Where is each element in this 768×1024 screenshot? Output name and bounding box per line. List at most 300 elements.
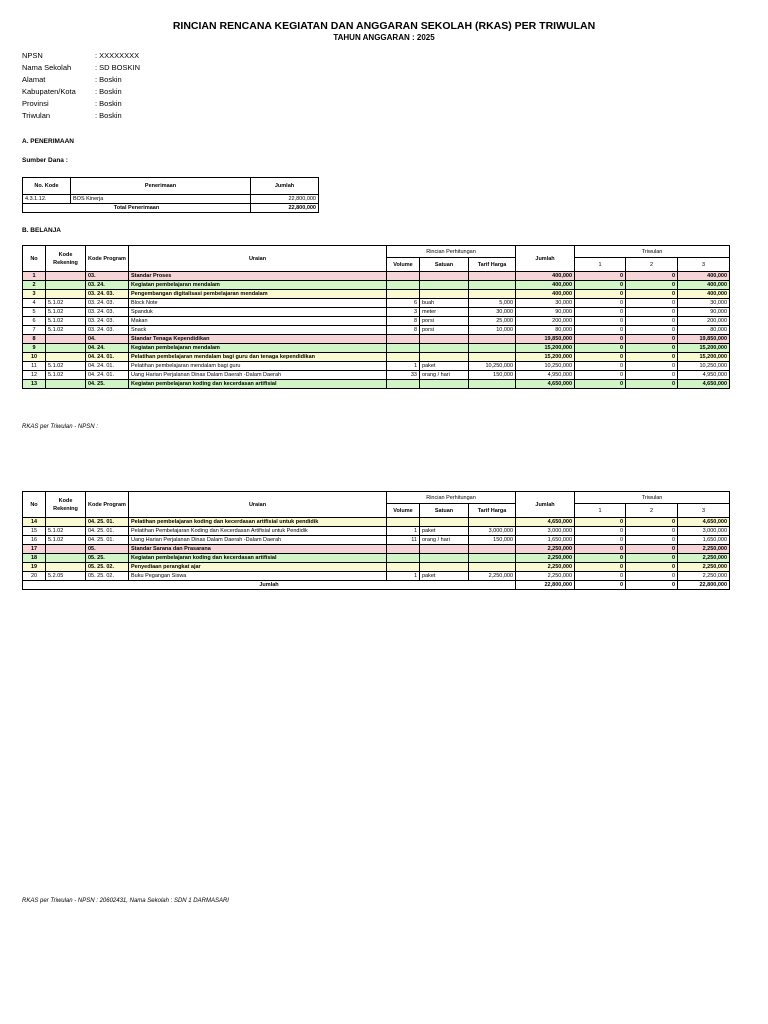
total-jumlah: 22,800,000 bbox=[516, 581, 575, 590]
header-triwulan: Triwulan bbox=[575, 246, 730, 258]
cell-uraian: Pelatihan pembelajaran koding dan kecerdasan artifisial untuk pendidik bbox=[129, 518, 387, 527]
cell-tw1: 0 bbox=[575, 344, 626, 353]
cell-volume: 1 bbox=[387, 527, 420, 536]
cell-jumlah: 3,000,000 bbox=[516, 527, 575, 536]
section-belanja-heading: B. BELANJA bbox=[22, 227, 62, 234]
header-jumlah: Jumlah bbox=[516, 492, 575, 518]
cell-kode-program: 04. bbox=[86, 335, 129, 344]
cell-satuan: porsi bbox=[420, 326, 469, 335]
cell-kode: 4.3.1.12. bbox=[23, 195, 71, 204]
cell-tw1: 0 bbox=[575, 299, 626, 308]
cell-volume bbox=[387, 281, 420, 290]
header-tw3: 3 bbox=[678, 504, 730, 518]
cell-tw2: 0 bbox=[626, 572, 678, 581]
cell-volume: 8 bbox=[387, 317, 420, 326]
info-value: : Boskin bbox=[95, 99, 122, 108]
header-tarif: Tarif Harga bbox=[469, 504, 516, 518]
cell-kode-rekening bbox=[46, 554, 86, 563]
cell-volume: 33 bbox=[387, 371, 420, 380]
table-row bbox=[23, 572, 730, 581]
cell-uraian: Snack bbox=[129, 326, 387, 335]
cell-tw2: 0 bbox=[626, 536, 678, 545]
cell-kode-program: 04. 24. 01. bbox=[86, 353, 129, 362]
table-row bbox=[23, 308, 730, 317]
cell-tw2: 0 bbox=[626, 326, 678, 335]
cell-tw3: 4,650,000 bbox=[678, 380, 730, 389]
cell-satuan bbox=[420, 545, 469, 554]
cell-tw1: 0 bbox=[575, 335, 626, 344]
cell-tw2: 0 bbox=[626, 281, 678, 290]
cell-tw1: 0 bbox=[575, 290, 626, 299]
cell-tarif bbox=[469, 290, 516, 299]
cell-volume bbox=[387, 272, 420, 281]
table-row bbox=[23, 290, 730, 299]
header-kode-program: Kode Program bbox=[86, 246, 129, 272]
cell-kode-rekening: 5.1.02 bbox=[46, 299, 86, 308]
cell-no: 18 bbox=[23, 554, 46, 563]
cell-tarif bbox=[469, 518, 516, 527]
header-rincian: Rincian Perhitungan bbox=[387, 246, 516, 258]
info-value: : Boskin bbox=[95, 87, 122, 96]
cell-uraian: Uang Harian Perjalanan Dinas Dalam Daerah -Dalam Daerah bbox=[129, 536, 387, 545]
cell-tarif bbox=[469, 380, 516, 389]
cell-kode-rekening: 5.2.05 bbox=[46, 572, 86, 581]
cell-volume bbox=[387, 545, 420, 554]
cell-tarif bbox=[469, 281, 516, 290]
total-row bbox=[23, 204, 319, 213]
cell-uraian: Pengembangan digitalisasi pembelajaran mendalam bbox=[129, 290, 387, 299]
cell-tw3: 400,000 bbox=[678, 272, 730, 281]
cell-volume bbox=[387, 353, 420, 362]
cell-volume: 3 bbox=[387, 308, 420, 317]
header-penerimaan: Penerimaan bbox=[71, 178, 251, 195]
cell-uraian: Uang Harian Perjalanan Dinas Dalam Daerah -Dalam Daerah bbox=[129, 371, 387, 380]
footer-note-1: RKAS per Triwulan - NPSN : bbox=[22, 424, 98, 430]
cell-tw3: 4,650,000 bbox=[678, 518, 730, 527]
cell-tw3: 30,000 bbox=[678, 299, 730, 308]
cell-no: 14 bbox=[23, 518, 46, 527]
cell-jumlah: 2,250,000 bbox=[516, 572, 575, 581]
cell-uraian: Kegiatan pembelajaran koding dan kecerdasan artifisial bbox=[129, 380, 387, 389]
cell-no: 12 bbox=[23, 371, 46, 380]
cell-no: 3 bbox=[23, 290, 46, 299]
cell-no: 6 bbox=[23, 317, 46, 326]
cell-tarif: 5,000 bbox=[469, 299, 516, 308]
cell-jumlah: 80,000 bbox=[516, 326, 575, 335]
table-row bbox=[23, 344, 730, 353]
cell-tw1: 0 bbox=[575, 380, 626, 389]
cell-kode-rekening: 5.1.02 bbox=[46, 536, 86, 545]
cell-jumlah: 15,200,000 bbox=[516, 353, 575, 362]
info-label: Triwulan bbox=[22, 111, 51, 120]
cell-tw3: 200,000 bbox=[678, 317, 730, 326]
sumber-dana-label: Sumber Dana : bbox=[22, 157, 68, 164]
header-satuan: Satuan bbox=[420, 258, 469, 272]
cell-tw2: 0 bbox=[626, 308, 678, 317]
cell-tarif bbox=[469, 554, 516, 563]
cell-uraian: Pelatihan pembelajaran mendalam bagi guru bbox=[129, 362, 387, 371]
cell-kode-program: 03. 24. 03. bbox=[86, 290, 129, 299]
table-row bbox=[23, 281, 730, 290]
cell-jumlah: 2,250,000 bbox=[516, 545, 575, 554]
cell-tw1: 0 bbox=[575, 326, 626, 335]
cell-jumlah: 22,800,000 bbox=[251, 195, 319, 204]
cell-tw3: 2,250,000 bbox=[678, 545, 730, 554]
table-row bbox=[23, 326, 730, 335]
cell-uraian: Buku Pegangan Siswa bbox=[129, 572, 387, 581]
cell-jumlah: 400,000 bbox=[516, 272, 575, 281]
table-row bbox=[23, 335, 730, 344]
cell-satuan bbox=[420, 290, 469, 299]
cell-volume bbox=[387, 563, 420, 572]
cell-tw2: 0 bbox=[626, 518, 678, 527]
header-volume: Volume bbox=[387, 504, 420, 518]
cell-volume bbox=[387, 518, 420, 527]
cell-kode-program: 05. bbox=[86, 545, 129, 554]
cell-tw2: 0 bbox=[626, 362, 678, 371]
header-volume: Volume bbox=[387, 258, 420, 272]
cell-kode-program: 04. 24. bbox=[86, 344, 129, 353]
cell-satuan bbox=[420, 554, 469, 563]
cell-tarif: 10,000 bbox=[469, 326, 516, 335]
header-tw1: 1 bbox=[575, 504, 626, 518]
cell-tarif bbox=[469, 272, 516, 281]
cell-tw1: 0 bbox=[575, 527, 626, 536]
header-tw2: 2 bbox=[626, 258, 678, 272]
table-row bbox=[23, 371, 730, 380]
cell-kode-program: 03. 24. 03. bbox=[86, 326, 129, 335]
total-label: Total Penerimaan bbox=[23, 204, 251, 213]
cell-volume: 8 bbox=[387, 326, 420, 335]
cell-volume bbox=[387, 380, 420, 389]
cell-tw2: 0 bbox=[626, 545, 678, 554]
cell-tw2: 0 bbox=[626, 272, 678, 281]
cell-no: 19 bbox=[23, 563, 46, 572]
cell-kode-rekening bbox=[46, 518, 86, 527]
header-rincian: Rincian Perhitungan bbox=[387, 492, 516, 504]
header-tw3: 3 bbox=[678, 258, 730, 272]
cell-tw2: 0 bbox=[626, 299, 678, 308]
cell-uraian: Makan bbox=[129, 317, 387, 326]
cell-no: 17 bbox=[23, 545, 46, 554]
cell-kode-program: 04. 24. 01. bbox=[86, 371, 129, 380]
cell-kode-program: 05. 25. 02. bbox=[86, 563, 129, 572]
cell-uraian: Standar Sarana dan Prasarana bbox=[129, 545, 387, 554]
cell-satuan: orang / hari bbox=[420, 536, 469, 545]
cell-satuan bbox=[420, 380, 469, 389]
cell-uraian: Penyediaan perangkat ajar bbox=[129, 563, 387, 572]
info-value: : Boskin bbox=[95, 111, 122, 120]
cell-tw1: 0 bbox=[575, 518, 626, 527]
header-uraian: Uraian bbox=[129, 246, 387, 272]
cell-kode-program: 03. 24. bbox=[86, 281, 129, 290]
cell-kode-program: 04. 25. 01. bbox=[86, 518, 129, 527]
cell-no: 2 bbox=[23, 281, 46, 290]
info-value: : Boskin bbox=[95, 75, 122, 84]
info-row-npsn bbox=[22, 50, 140, 62]
table-row bbox=[23, 545, 730, 554]
cell-volume bbox=[387, 344, 420, 353]
header-no-kode: No. Kode bbox=[23, 178, 71, 195]
cell-kode-rekening bbox=[46, 335, 86, 344]
cell-tw2: 0 bbox=[626, 335, 678, 344]
cell-tw3: 15,200,000 bbox=[678, 353, 730, 362]
total-label: Jumlah bbox=[23, 581, 516, 590]
cell-volume bbox=[387, 554, 420, 563]
cell-tw2: 0 bbox=[626, 317, 678, 326]
cell-satuan: paket bbox=[420, 572, 469, 581]
cell-volume bbox=[387, 335, 420, 344]
table-row bbox=[23, 362, 730, 371]
cell-kode-rekening: 5.1.02 bbox=[46, 317, 86, 326]
cell-kode-rekening: 5.1.02 bbox=[46, 308, 86, 317]
cell-kode-rekening bbox=[46, 545, 86, 554]
cell-tw1: 0 bbox=[575, 272, 626, 281]
footer-note-2: RKAS per Triwulan - NPSN : 20602431, Nama Sekolah : SDN 1 DARMASARI bbox=[22, 898, 229, 904]
table-row bbox=[23, 317, 730, 326]
penerimaan-table bbox=[22, 177, 319, 213]
cell-kode-program: 03. bbox=[86, 272, 129, 281]
cell-tw1: 0 bbox=[575, 362, 626, 371]
cell-tarif: 10,250,000 bbox=[469, 362, 516, 371]
header-tarif: Tarif Harga bbox=[469, 258, 516, 272]
cell-uraian: Pelatihan Pembelajaran Koding dan Kecerdasan Artifisial untuk Pendidik bbox=[129, 527, 387, 536]
cell-penerimaan: BOS Kinerja bbox=[71, 195, 251, 204]
info-row-nama-sekolah bbox=[22, 62, 140, 74]
belanja-table-2 bbox=[22, 491, 730, 590]
cell-jumlah: 90,000 bbox=[516, 308, 575, 317]
total-tw3: 22,800,000 bbox=[678, 581, 730, 590]
cell-kode-rekening bbox=[46, 344, 86, 353]
cell-uraian: Kegiatan pembelajaran koding dan kecerdasan artifisial bbox=[129, 554, 387, 563]
cell-tarif: 150,000 bbox=[469, 371, 516, 380]
info-value: : XXXXXXXX bbox=[95, 51, 140, 60]
cell-volume: 6 bbox=[387, 299, 420, 308]
cell-tw3: 80,000 bbox=[678, 326, 730, 335]
table-row bbox=[23, 195, 319, 204]
cell-jumlah: 4,650,000 bbox=[516, 518, 575, 527]
total-value: 22,800,000 bbox=[251, 204, 319, 213]
header-tw2: 2 bbox=[626, 504, 678, 518]
cell-jumlah: 400,000 bbox=[516, 290, 575, 299]
total-row bbox=[23, 581, 730, 590]
cell-tw1: 0 bbox=[575, 536, 626, 545]
cell-tw1: 0 bbox=[575, 317, 626, 326]
cell-kode-rekening: 5.1.02 bbox=[46, 527, 86, 536]
cell-uraian: Standar Proses bbox=[129, 272, 387, 281]
info-row-alamat bbox=[22, 74, 140, 86]
table-row bbox=[23, 536, 730, 545]
cell-tarif bbox=[469, 335, 516, 344]
cell-jumlah: 2,250,000 bbox=[516, 563, 575, 572]
header-tw1: 1 bbox=[575, 258, 626, 272]
cell-kode-program: 04. 25. 01. bbox=[86, 527, 129, 536]
cell-kode-rekening bbox=[46, 281, 86, 290]
cell-tarif bbox=[469, 353, 516, 362]
cell-satuan: buah bbox=[420, 299, 469, 308]
cell-jumlah: 4,650,000 bbox=[516, 380, 575, 389]
cell-tw1: 0 bbox=[575, 371, 626, 380]
cell-jumlah: 4,950,000 bbox=[516, 371, 575, 380]
cell-volume: 1 bbox=[387, 362, 420, 371]
cell-tw3: 15,200,000 bbox=[678, 344, 730, 353]
cell-tw2: 0 bbox=[626, 371, 678, 380]
cell-kode-rekening bbox=[46, 353, 86, 362]
cell-kode-program: 03. 24. 03. bbox=[86, 299, 129, 308]
table-row bbox=[23, 554, 730, 563]
cell-satuan: orang / hari bbox=[420, 371, 469, 380]
cell-tw2: 0 bbox=[626, 527, 678, 536]
cell-tw1: 0 bbox=[575, 308, 626, 317]
cell-tw3: 10,250,000 bbox=[678, 362, 730, 371]
cell-tarif: 25,000 bbox=[469, 317, 516, 326]
cell-no: 7 bbox=[23, 326, 46, 335]
cell-jumlah: 200,000 bbox=[516, 317, 575, 326]
cell-satuan bbox=[420, 335, 469, 344]
cell-no: 11 bbox=[23, 362, 46, 371]
cell-tw3: 2,250,000 bbox=[678, 554, 730, 563]
cell-uraian: Standar Tenaga Kependidikan bbox=[129, 335, 387, 344]
cell-kode-program: 04. 25. bbox=[86, 380, 129, 389]
cell-kode-rekening bbox=[46, 290, 86, 299]
header-satuan: Satuan bbox=[420, 504, 469, 518]
cell-tarif: 2,250,000 bbox=[469, 572, 516, 581]
cell-no: 16 bbox=[23, 536, 46, 545]
cell-tw2: 0 bbox=[626, 353, 678, 362]
cell-uraian: Pelatihan pembelajaran mendalam bagi guru dan tenaga kependidikan bbox=[129, 353, 387, 362]
info-label: Kabupaten/Kota bbox=[22, 87, 76, 96]
cell-tw2: 0 bbox=[626, 344, 678, 353]
cell-no: 15 bbox=[23, 527, 46, 536]
cell-tw2: 0 bbox=[626, 380, 678, 389]
table-row bbox=[23, 527, 730, 536]
cell-tw1: 0 bbox=[575, 572, 626, 581]
table-row bbox=[23, 380, 730, 389]
info-label: NPSN bbox=[22, 51, 43, 60]
cell-tw3: 1,650,000 bbox=[678, 536, 730, 545]
header-triwulan: Triwulan bbox=[575, 492, 730, 504]
cell-uraian: Spanduk bbox=[129, 308, 387, 317]
cell-uraian: Kegiatan pembelajaran mendalam bbox=[129, 281, 387, 290]
cell-tw2: 0 bbox=[626, 563, 678, 572]
cell-tw3: 4,950,000 bbox=[678, 371, 730, 380]
cell-tw3: 400,000 bbox=[678, 281, 730, 290]
table-row bbox=[23, 272, 730, 281]
cell-tarif bbox=[469, 563, 516, 572]
cell-kode-program: 04. 24. 01. bbox=[86, 362, 129, 371]
cell-no: 5 bbox=[23, 308, 46, 317]
cell-tw3: 400,000 bbox=[678, 290, 730, 299]
cell-no: 10 bbox=[23, 353, 46, 362]
cell-tarif bbox=[469, 344, 516, 353]
cell-kode-rekening: 5.1.02 bbox=[46, 362, 86, 371]
cell-no: 1 bbox=[23, 272, 46, 281]
table-row bbox=[23, 518, 730, 527]
info-row-kabupaten bbox=[22, 86, 140, 98]
header-jumlah: Jumlah bbox=[251, 178, 319, 195]
cell-tarif: 150,000 bbox=[469, 536, 516, 545]
cell-tw1: 0 bbox=[575, 281, 626, 290]
table-row bbox=[23, 299, 730, 308]
cell-satuan bbox=[420, 563, 469, 572]
info-row-triwulan bbox=[22, 110, 140, 122]
info-label: Alamat bbox=[22, 75, 46, 84]
cell-jumlah: 19,850,000 bbox=[516, 335, 575, 344]
cell-kode-rekening bbox=[46, 380, 86, 389]
cell-tw1: 0 bbox=[575, 545, 626, 554]
info-row-provinsi bbox=[22, 98, 140, 110]
cell-kode-program: 05. 25. bbox=[86, 554, 129, 563]
total-tw2: 0 bbox=[626, 581, 678, 590]
header-kode-program: Kode Program bbox=[86, 492, 129, 518]
cell-no: 9 bbox=[23, 344, 46, 353]
cell-kode-rekening bbox=[46, 272, 86, 281]
cell-uraian: Kegiatan pembelajaran mendalam bbox=[129, 344, 387, 353]
cell-tw2: 0 bbox=[626, 290, 678, 299]
page-subtitle: TAHUN ANGGARAN : 2025 bbox=[333, 33, 435, 42]
cell-satuan: paket bbox=[420, 527, 469, 536]
header-kode-rekening: Kode Rekening bbox=[46, 492, 86, 518]
cell-satuan: paket bbox=[420, 362, 469, 371]
school-info bbox=[22, 50, 140, 122]
table-row bbox=[23, 563, 730, 572]
cell-kode-program: 05. 25. 02. bbox=[86, 572, 129, 581]
page-title: RINCIAN RENCANA KEGIATAN DAN ANGGARAN SEKOLAH (RKAS) PER TRIWULAN bbox=[172, 20, 596, 32]
cell-satuan bbox=[420, 353, 469, 362]
cell-tw1: 0 bbox=[575, 554, 626, 563]
cell-volume: 11 bbox=[387, 536, 420, 545]
cell-jumlah: 400,000 bbox=[516, 281, 575, 290]
table-row bbox=[23, 353, 730, 362]
cell-tw3: 2,250,000 bbox=[678, 563, 730, 572]
cell-tw1: 0 bbox=[575, 563, 626, 572]
cell-satuan bbox=[420, 344, 469, 353]
header-uraian: Uraian bbox=[129, 492, 387, 518]
belanja-table-1 bbox=[22, 245, 730, 389]
cell-no: 4 bbox=[23, 299, 46, 308]
cell-kode-program: 03. 24. 03. bbox=[86, 308, 129, 317]
cell-satuan: porsi bbox=[420, 317, 469, 326]
cell-kode-rekening bbox=[46, 563, 86, 572]
cell-tw1: 0 bbox=[575, 353, 626, 362]
header-no: No bbox=[23, 492, 46, 518]
cell-jumlah: 1,650,000 bbox=[516, 536, 575, 545]
cell-kode-program: 04. 25. 01. bbox=[86, 536, 129, 545]
cell-satuan bbox=[420, 281, 469, 290]
info-label: Provinsi bbox=[22, 99, 49, 108]
cell-tarif: 30,000 bbox=[469, 308, 516, 317]
total-tw1: 0 bbox=[575, 581, 626, 590]
cell-satuan: meter bbox=[420, 308, 469, 317]
cell-tw2: 0 bbox=[626, 554, 678, 563]
cell-tarif: 3,000,000 bbox=[469, 527, 516, 536]
cell-kode-program: 03. 24. 03. bbox=[86, 317, 129, 326]
cell-jumlah: 10,250,000 bbox=[516, 362, 575, 371]
cell-tw3: 90,000 bbox=[678, 308, 730, 317]
header-jumlah: Jumlah bbox=[516, 246, 575, 272]
info-label: Nama Sekolah bbox=[22, 63, 72, 72]
cell-kode-rekening: 5.1.02 bbox=[46, 326, 86, 335]
cell-volume bbox=[387, 290, 420, 299]
cell-jumlah: 2,250,000 bbox=[516, 554, 575, 563]
header-kode-rekening: Kode Rekening bbox=[46, 246, 86, 272]
cell-tw3: 3,000,000 bbox=[678, 527, 730, 536]
header-no: No bbox=[23, 246, 46, 272]
cell-kode-rekening: 5.1.02 bbox=[46, 371, 86, 380]
cell-volume: 1 bbox=[387, 572, 420, 581]
info-value: : SD BOSKIN bbox=[95, 63, 141, 72]
cell-no: 8 bbox=[23, 335, 46, 344]
